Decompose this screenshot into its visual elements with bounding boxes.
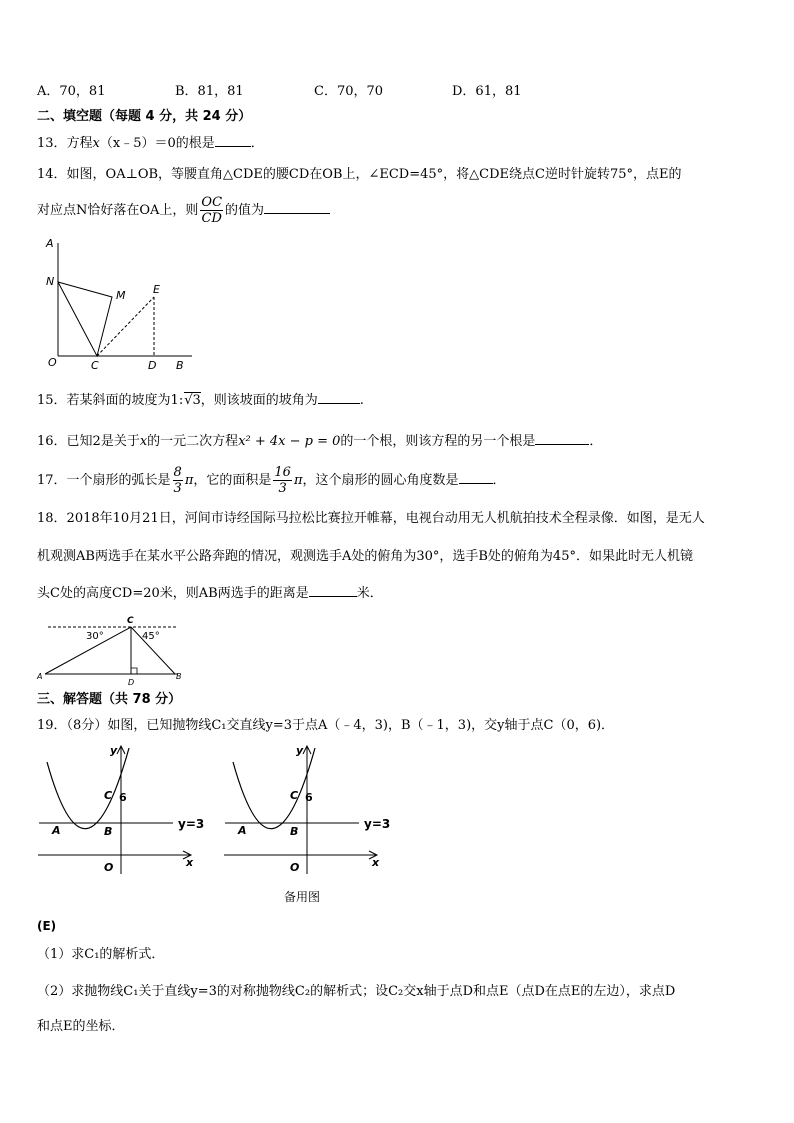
fig19b-label-line: y=3 — [364, 817, 391, 831]
q14-line1: 14．如图，OA⊥OB，等腰直角△CDE的腰CD在OB上，∠ECD=45°，将△CDE绕点C逆时针旋转75°，点E的 — [37, 167, 682, 182]
option-d: D．61，81 — [452, 84, 522, 99]
fig18-label-a: A — [37, 672, 43, 681]
q16-pre: 16．已知2是关于 — [37, 434, 140, 449]
question-13 — [37, 133, 264, 153]
q16-post: ． — [589, 434, 603, 449]
fig18-label-c: C — [127, 616, 134, 626]
fig19a-parabola — [47, 748, 129, 829]
fig19b-label-b: B — [290, 825, 299, 838]
fig14-label-c: C — [91, 359, 99, 372]
q18-line3-post: 米． — [356, 586, 383, 601]
q19-part1: （1）求C₁的解析式． — [37, 947, 165, 962]
fig19a-label-line: y=3 — [178, 817, 205, 831]
q16-x: x — [139, 434, 148, 449]
fig18-label-b: B — [176, 672, 182, 681]
fig19b-label-x: x — [372, 856, 380, 869]
fig19a-label-6: 6 — [119, 791, 127, 804]
fig18-angle-45: 45° — [142, 631, 160, 642]
q17-pre: 17．一个扇形的弧长是 — [37, 473, 171, 488]
fig19a-label-o: O — [104, 861, 114, 874]
q17-mid: ，它的面积是 — [193, 473, 272, 488]
figure-19-main — [36, 742, 205, 877]
option-a: A．70，81 — [37, 84, 106, 99]
fig14-label-n: N — [46, 275, 55, 288]
fig19b-label-c: C — [290, 789, 299, 802]
q15-mid: ，则该坡面的坡角为 — [200, 393, 318, 408]
question-17 — [37, 463, 506, 499]
q15-sqrt-value: 3 — [192, 393, 201, 408]
option-b: B．81，81 — [175, 84, 244, 99]
q19-part2-line1: （2）求抛物线C₁关于直线y=3的对称抛物线C₂的解析式；设C₂交x轴于点D和点E（点D在点E的左边），求点D — [37, 984, 676, 999]
section2-title: 二、填空题（每题 4 分，共 24 分） — [37, 109, 252, 124]
q18-line3-pre: 头C处的高度CD=20米，则AB两选手的距离是 — [37, 586, 309, 601]
q13-var: x — [92, 136, 100, 151]
fig18-right-angle — [131, 668, 137, 674]
fig19-caption: 备用图 — [284, 890, 321, 904]
q13-pre: 13．方程 — [37, 136, 93, 151]
fig18-label-d: D — [128, 678, 135, 687]
section3-title: 三、解答题（共 78 分） — [37, 692, 182, 707]
q14-line2-pre: 对应点N恰好落在OA上，则 — [37, 203, 199, 218]
fig14-label-a: A — [46, 237, 54, 250]
fig19a-label-c: C — [104, 789, 113, 802]
fig14-dashed-ce — [97, 297, 154, 356]
q16-mid: 的一元二次方程 — [147, 434, 239, 449]
q16-answer-blank — [535, 431, 589, 445]
q18-line1: 18．2018年10月21日，河间市诗经国际马拉松比赛拉开帷幕，电视台动用无人机航拍技术全程录像．如图，是无人 — [37, 511, 705, 526]
q15-sqrt: √3 — [184, 393, 201, 408]
question-16 — [37, 431, 602, 451]
q19-marker: (E) — [37, 919, 57, 933]
q17-post: ． — [492, 473, 506, 488]
q14-fraction — [200, 195, 223, 226]
fig14-label-m: M — [116, 289, 126, 302]
q13-answer-blank — [215, 133, 251, 147]
fig18-angle-30: 30° — [86, 631, 104, 642]
q17-f2-num: 16 — [274, 465, 291, 480]
fig14-label-d: D — [148, 359, 157, 372]
q16-equation: x² + 4x − p = 0 — [238, 434, 341, 449]
q17-pi2: π — [293, 473, 303, 488]
q19-part2-line2: 和点E的坐标． — [37, 1019, 125, 1034]
q14-answer-blank — [264, 200, 330, 214]
q18-answer-blank — [309, 583, 357, 597]
q14-line2 — [37, 193, 330, 229]
q12-options — [0, 83, 794, 101]
fig14-triangle-cnm — [58, 282, 112, 356]
q19-stem: 19．（8分）如图，已知抛物线C₁交直线y=3于点A（﹣4，3)，B（﹣1，3)，交y轴于点C（0，6)． — [37, 718, 615, 733]
q15-post: . — [359, 393, 364, 408]
fig14-label-b: B — [176, 359, 184, 372]
fig14-label-o: O — [48, 356, 57, 369]
q15-ratio: 1: — [170, 393, 184, 408]
q17-frac2 — [273, 465, 292, 496]
q14-line2-post: 的值为 — [225, 203, 265, 218]
q18-line2: 机观测AB两选手在某水平公路奔跑的情况，观测选手A处的俯角为30°，选手B处的俯角为45°．如果此时无人机镜 — [37, 549, 693, 564]
q15-pre: 15．若某斜面的坡度为 — [37, 393, 171, 408]
fig19a-label-y: y — [110, 744, 118, 757]
q18-line3 — [37, 583, 383, 603]
q17-answer-blank — [459, 470, 493, 484]
fig19a-label-x: x — [186, 856, 194, 869]
fig19a-label-b: B — [104, 825, 113, 838]
fig19b-label-6: 6 — [305, 791, 313, 804]
q17-pi1: π — [184, 473, 194, 488]
q13-post: ． — [250, 136, 264, 151]
q14-frac-den: CD — [201, 211, 222, 226]
figure-14 — [40, 235, 200, 373]
q17-mid2: ，这个扇形的圆心角度数是 — [302, 473, 459, 488]
option-c: C．70，70 — [314, 84, 384, 99]
question-15 — [37, 390, 364, 410]
q17-f2-den: 3 — [278, 481, 287, 496]
q16-mid2: 的一个根，则该方程的另一个根是 — [340, 434, 536, 449]
q17-f1-den: 3 — [173, 481, 182, 496]
q14-frac-num: OC — [201, 195, 223, 210]
fig19b-label-o: O — [290, 861, 300, 874]
q15-answer-blank — [318, 390, 360, 404]
q17-f1-num: 8 — [173, 465, 182, 480]
q13-mid: （x﹣5）＝0的根是 — [99, 136, 215, 151]
figure-19-backup — [222, 742, 391, 877]
fig19b-parabola — [233, 748, 315, 829]
fig14-label-e: E — [153, 283, 160, 296]
fig19b-label-a: A — [238, 824, 247, 837]
q17-frac1 — [173, 465, 183, 496]
figure-18 — [30, 613, 190, 688]
fig19a-label-a: A — [52, 824, 61, 837]
fig19b-label-y: y — [296, 744, 304, 757]
